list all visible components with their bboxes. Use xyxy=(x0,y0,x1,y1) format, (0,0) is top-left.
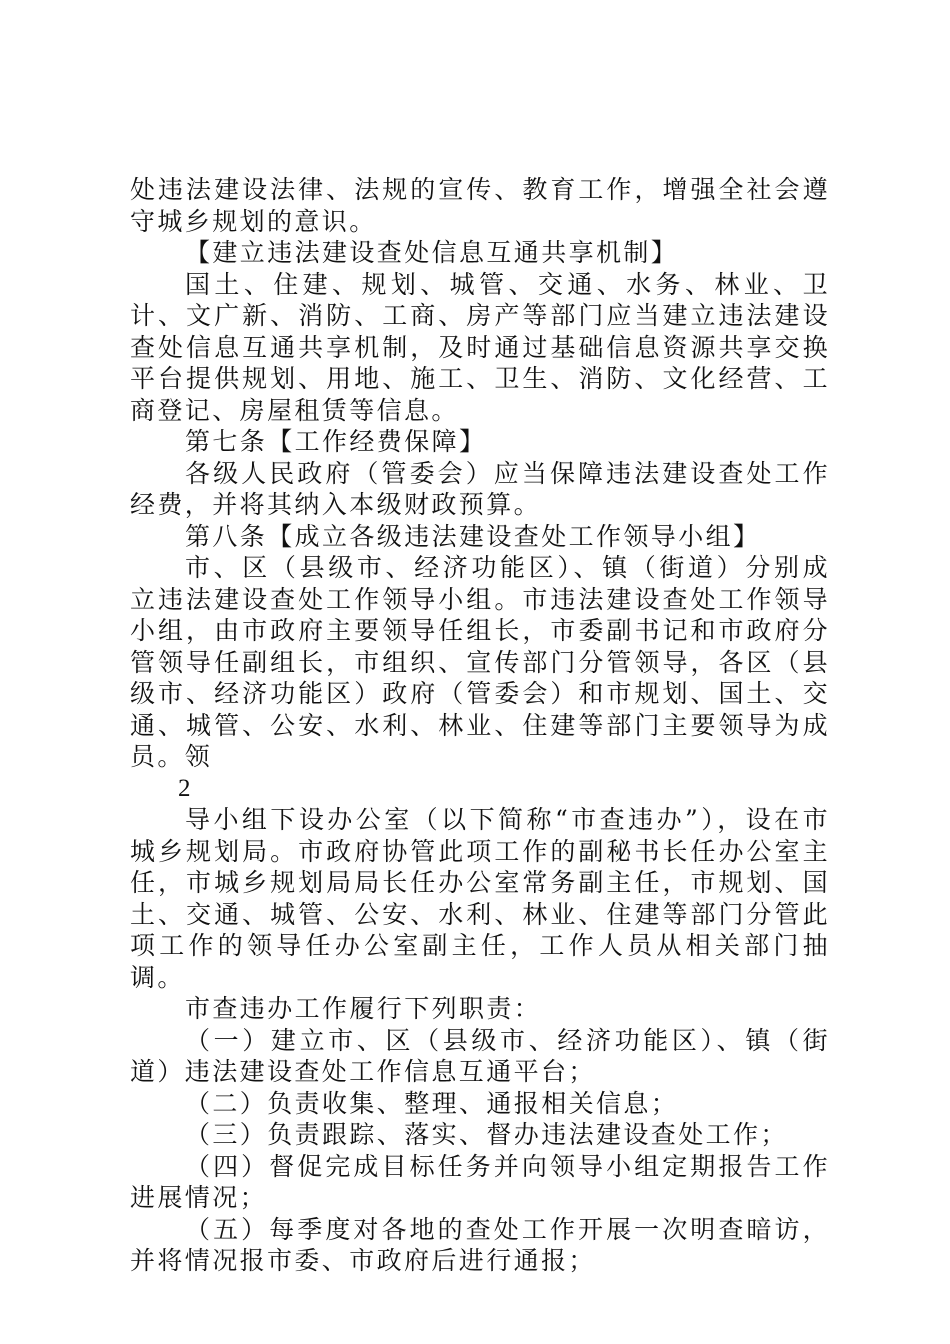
paragraph-funding: 各级人民政府（管委会）应当保障违法建设查处工作经费，并将其纳入本级财政预算。 xyxy=(130,458,830,519)
paragraph-leading-group: 市、区（县级市、经济功能区）、镇（街道）分别成立违法建设查处工作领导小组。市违法建设查处工作领导小组，由市政府主要领导任组长，市委副书记和市政府分管领导任副组长，市组织、宣传部门分管领导，各区（县级市、经济功能区）政府（管委会）和市规划、国土、交通、城管、公安、水利、林业、住建等部门主要领导为成员。领 xyxy=(130,553,830,771)
document-body xyxy=(130,174,830,1277)
heading-article-8: 第八条【成立各级违法建设查处工作领导小组】 xyxy=(185,521,761,551)
duty-item-2: （二）负责收集、整理、通报相关信息； xyxy=(185,1088,679,1118)
paragraph-info-sharing: 国土、住建、规划、城管、交通、水务、林业、卫计、文广新、消防、工商、房产等部门应当建立违法建设查处信息互通共享机制，及时通过基础信息资源共享交换平台提供规划、用地、施工、卫生、消防、文化经营、工商登记、房屋租赁等信息。 xyxy=(130,269,830,425)
paragraph-publicity: 处违法建设法律、法规的宣传、教育工作，增强全社会遵守城乡规划的意识。 xyxy=(130,175,830,236)
heading-info-sharing: 【建立违法建设查处信息互通共享机制】 xyxy=(185,238,679,267)
paragraph-office: 导小组下设办公室（以下简称“市查违办”），设在市城乡规划局。市政府协管此项工作的副秘书长任办公室主任，市城乡规划局局长任办公室常务副主任，市规划、国土、交通、城管、公安、水利、林业、住建等部门分管此项工作的领导任办公室副主任，工作人员从相关部门抽调。 xyxy=(130,805,830,992)
duty-item-1: （一）建立市、区（县级市、经济功能区）、镇（街道）违法建设查处工作信息互通平台； xyxy=(130,1025,830,1086)
duty-item-5: （五）每季度对各地的查处工作开展一次明查暗访，并将情况报市委、市政府后进行通报； xyxy=(130,1214,830,1275)
page-number: 2 xyxy=(178,774,191,802)
duty-item-3: （三）负责跟踪、落实、督办违法建设查处工作； xyxy=(185,1120,788,1149)
paragraph-duties-intro: 市查违办工作履行下列职责： xyxy=(185,994,542,1023)
heading-article-7: 第七条【工作经费保障】 xyxy=(185,427,487,456)
duty-item-4: （四）督促完成目标任务并向领导小组定期报告工作进展情况； xyxy=(130,1151,830,1212)
